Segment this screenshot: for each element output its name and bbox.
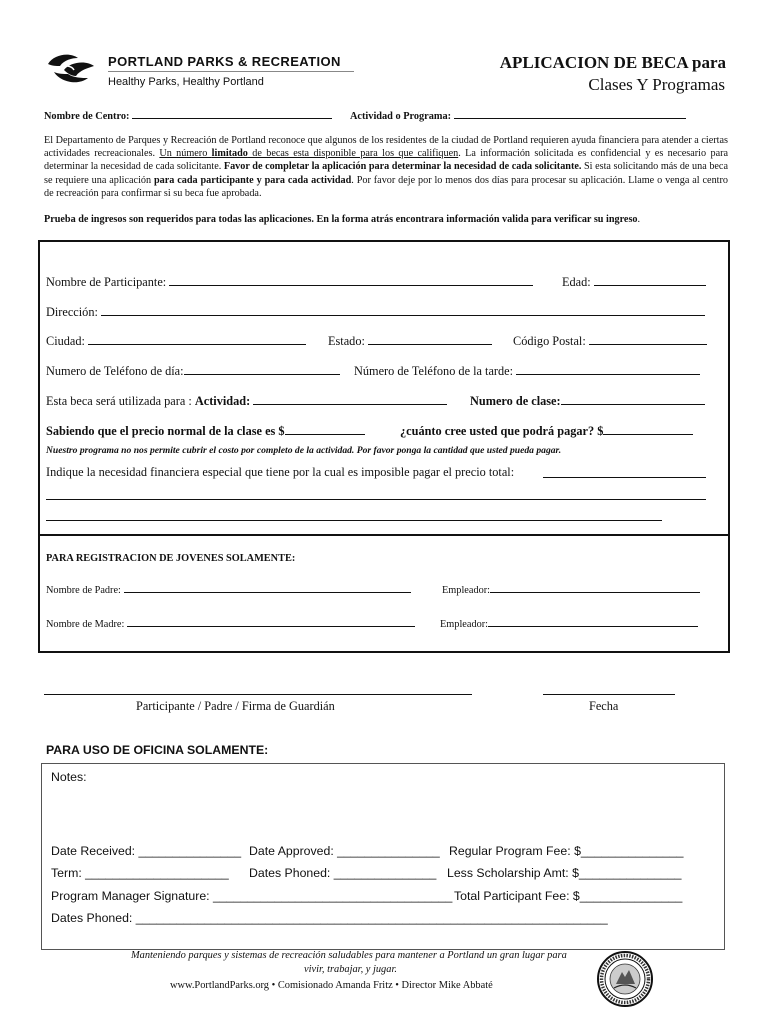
office-heading: PARA USO DE OFICINA SOLAMENTE:	[46, 743, 269, 757]
tel-dia-field[interactable]	[46, 363, 340, 379]
estado-label: Estado:	[328, 334, 365, 348]
logo-title: PORTLAND PARKS & RECREATION	[108, 54, 341, 69]
tel-dia-label: Numero de Teléfono de día:	[46, 364, 184, 378]
date-label: Fecha	[589, 699, 619, 713]
less-scholarship-field[interactable]: Less Scholarship Amt: $_______________	[447, 866, 682, 880]
date-line[interactable]	[543, 694, 675, 695]
direccion-label: Dirección:	[46, 305, 98, 319]
footer-contact: www.PortlandParks.org • Comisionado Amanda Fritz • Director Mike Abbaté	[170, 980, 493, 991]
intro-text-limitado: limitado	[211, 148, 248, 160]
intro-text-d: de becas esta disponible para los que califiquen	[247, 148, 459, 160]
actividad-field[interactable]	[350, 107, 686, 122]
intro-limited-notice	[159, 148, 458, 159]
madre-field[interactable]	[46, 615, 415, 630]
logo-tagline: Healthy Parks, Healthy Portland	[108, 76, 264, 88]
pm-signature-field[interactable]: Program Manager Signature: ___________________________________	[51, 889, 453, 903]
income-proof-period: .	[637, 214, 641, 225]
date-received-field[interactable]: Date Received: _______________	[51, 844, 242, 858]
participante-field[interactable]	[46, 274, 533, 290]
empleador-padre-field[interactable]	[442, 581, 700, 596]
numero-clase-field[interactable]	[470, 393, 705, 409]
regular-fee-field[interactable]: Regular Program Fee: $_______________	[449, 844, 684, 858]
signature-line[interactable]	[44, 694, 472, 695]
necesidad-field[interactable]	[46, 465, 514, 480]
footer-motto-2: vivir, trabajar, y jugar.	[304, 964, 397, 975]
office-notes-label: Notes:	[51, 770, 87, 784]
actividad-beca-field[interactable]	[46, 393, 447, 409]
intro-text-f: Favor de completar la aplicación para determinar la necesidad de cada solicitante.	[223, 161, 582, 173]
term-field[interactable]: Term: _____________________	[51, 866, 229, 880]
logo	[44, 52, 100, 93]
padre-field[interactable]	[46, 581, 411, 596]
beca-para-label: Esta beca será utilizada para :	[46, 394, 195, 408]
page-title: APLICACION DE BECA para	[499, 53, 726, 72]
centro-field[interactable]	[44, 107, 332, 122]
dates-phoned-2-field[interactable]: Dates Phoned: _____________________________________________________________________	[51, 911, 608, 925]
centro-label: Nombre de Centro:	[44, 111, 130, 122]
signature-label: Participante / Padre / Firma de Guardián	[136, 699, 335, 713]
logo-divider	[108, 71, 354, 72]
madre-label: Nombre de Madre:	[46, 619, 125, 630]
city-seal	[596, 950, 654, 1013]
cuanto-pagar-label: ¿cuánto cree usted que podrá pagar? $	[400, 424, 604, 438]
footer-motto-1: Manteniendo parques y sistemas de recreación saludables para mantener a Portland un gran lugar para	[131, 950, 567, 961]
cuanto-pagar-field[interactable]	[400, 423, 693, 439]
intro-text-h: para cada participante y para cada actividad	[153, 174, 352, 186]
intro-text-e: . La información solicitada es confidencial y es necesario para determinar la necesidad de cada solicitante.	[44, 148, 728, 173]
codigo-postal-field[interactable]	[513, 333, 707, 349]
necesidad-label: Indique la necesidad financiera especial que tiene por la cual es imposible pagar el precio total:	[46, 465, 515, 479]
dates-phoned-field[interactable]: Dates Phoned: _______________	[249, 866, 437, 880]
intro-text-i: . Por favor deje por lo menos dos días para procesar su aplicación. Llame o venga al centro de recreación para confirmar si su beca fue aprobada.	[44, 174, 728, 199]
empleador-padre-label: Empleador:	[442, 585, 491, 596]
actividad-beca-label: Actividad:	[194, 394, 251, 408]
codigo-postal-label: Código Postal:	[513, 334, 586, 348]
date-approved-field[interactable]: Date Approved: _______________	[249, 844, 440, 858]
precio-normal-field[interactable]	[46, 423, 365, 439]
income-proof-text: Prueba de ingresos son requeridos para todas las aplicaciones. En la forma atrás encontrara información valida para verificar su ingreso	[44, 214, 638, 225]
intro-paragraph	[44, 134, 728, 200]
intro-text-b: Un número	[159, 148, 212, 160]
edad-field[interactable]	[562, 274, 706, 290]
hands-leaf-icon	[44, 52, 100, 88]
city-seal-icon	[596, 950, 654, 1008]
empleador-madre-field[interactable]	[440, 615, 698, 630]
ciudad-label: Ciudad:	[46, 334, 85, 348]
intro-text: El Departamento de Parques y Recreación de Portland reconoce que algunos de los residentes de la ciudad de Portland requieren ayuda financiera para atender a ciertas actividades recreacionales.	[44, 135, 728, 160]
total-fee-field[interactable]: Total Participant Fee: $_______________	[454, 889, 683, 903]
precio-normal-label: Sabiendo que el precio normal de la clase es $	[46, 424, 285, 438]
participante-label: Nombre de Participante:	[46, 275, 167, 289]
padre-label: Nombre de Padre:	[46, 585, 121, 596]
ciudad-field[interactable]	[46, 333, 306, 349]
necesidad-line-2[interactable]	[46, 499, 706, 500]
necesidad-line-3[interactable]	[46, 520, 662, 521]
intro-text-g: Si esta solicitando más de una beca se requiere una aplicación	[44, 161, 728, 186]
necesidad-line-1[interactable]	[543, 477, 706, 478]
direccion-field[interactable]	[46, 304, 705, 320]
cost-coverage-note: Nuestro programa no nos permite cubrir el costo por completo de la actividad. Por favor ponga la cantidad que usted pueda pagar.	[46, 445, 562, 456]
actividad-label: Actividad o Programa:	[350, 111, 452, 122]
tel-tarde-label: Número de Teléfono de la tarde:	[354, 364, 514, 378]
income-proof-note	[44, 214, 640, 225]
empleador-madre-label: Empleador:	[440, 619, 489, 630]
page-subtitle: Clases Y Programas	[588, 75, 725, 94]
estado-field[interactable]	[328, 333, 492, 349]
numero-clase-label: Numero de clase:	[470, 394, 561, 408]
edad-label: Edad:	[562, 275, 591, 289]
tel-tarde-field[interactable]	[354, 363, 700, 379]
youth-heading: PARA REGISTRACION DE JOVENES SOLAMENTE:	[46, 553, 296, 564]
